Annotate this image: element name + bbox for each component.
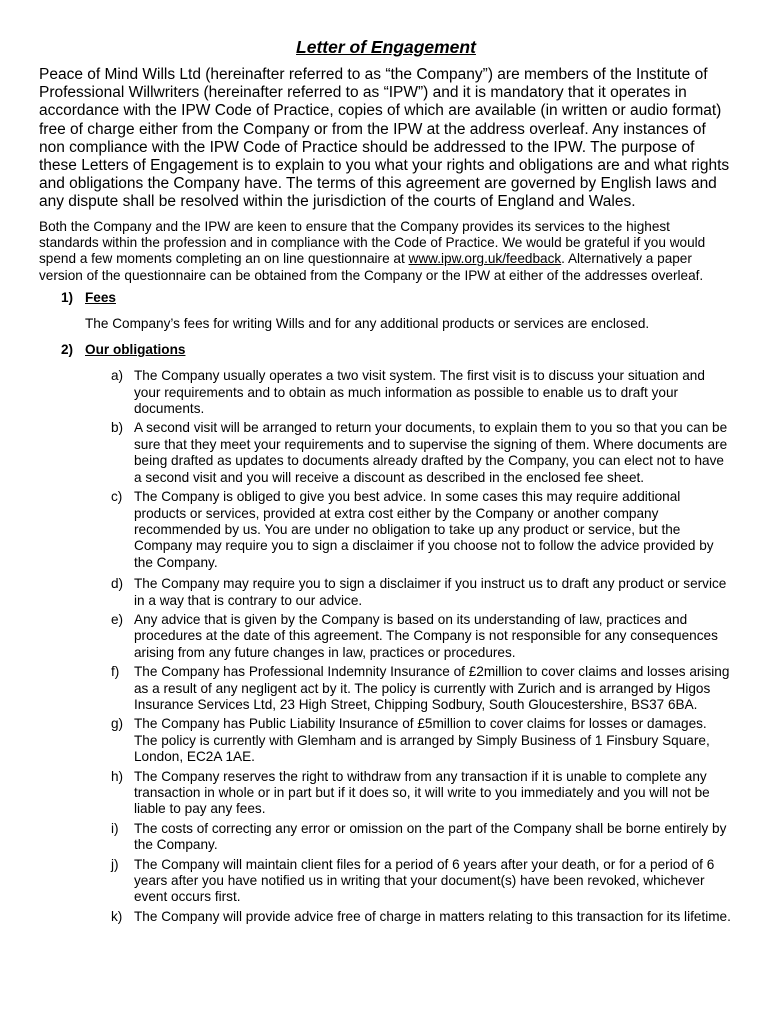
item-marker: c) (111, 489, 123, 505)
item-text: The Company will provide advice free of charge in matters relating to this transaction for its lifetime. (134, 908, 731, 924)
intro-paragraph: Peace of Mind Wills Ltd (hereinafter referred to as “the Company”) are members of the Institute of Professional Willwriters (hereinafter referred to as “IPW”) and it is mandatory that it operates in accordance with the IPW Code of Practice, copies of which are available (in written or audio format) free of charge either from the Company or from the IPW at the address overleaf. Any instances of non compliance with the IPW Code of Practice should be addressed to the IPW. The purpose of these Letters of Engagement is to explain to you what your rights and obligations are and what rights and obligations the Company have. The terms of this agreement are governed by English laws and any dispute shall be resolved within the jurisdiction of the courts of England and Wales. (39, 66, 730, 211)
item-text: The Company has Public Liability Insurance of £5million to cover claims for losses or damages. The policy is currently with Glemham and is arranged by Simply Business of 1 Finsbury Square, London, EC2A 1AE. (134, 716, 710, 765)
item-text: The Company reserves the right to withdraw from any transaction if it is unable to complete any transaction in whole or in part but if it does so, it will write to you immediately and you will not be liable to pay any fees. (134, 768, 710, 817)
item-text: The Company may require you to sign a disclaimer if you instruct us to draft any product or service in a way that is contrary to our advice. (134, 576, 727, 608)
item-marker: d) (111, 576, 124, 592)
item-marker: f) (111, 664, 120, 680)
obligation-item (39, 769, 733, 818)
item-marker: b) (111, 420, 124, 436)
obligation-item (39, 368, 733, 417)
item-marker: i) (111, 820, 119, 836)
section-number: 2) (61, 342, 74, 358)
item-marker: h) (111, 768, 124, 784)
item-text: The Company is obliged to give you best advice. In some cases this may require additional products or services, provided at extra cost either by the Company or another company recommended by us. You are under no obligation to take up any product or service, but the Company may require you to sign a disclaimer if you choose not to follow the advice provided by the Company. (134, 489, 714, 570)
item-text: The Company will maintain client files for a period of 6 years after your death, or for a period of 6 years after you have notified us in writing that your document(s) have been revoked, whichever event occurs first. (134, 856, 715, 905)
obligation-item (39, 821, 733, 854)
obligation-item (39, 909, 733, 925)
obligation-item (39, 716, 733, 765)
item-marker: a) (111, 368, 124, 384)
section-label: Our obligations (85, 342, 186, 358)
fees-text: The Company’s fees for writing Wills and for any additional products or services are enclosed. (85, 316, 650, 332)
item-marker: k) (111, 908, 123, 924)
item-marker: g) (111, 716, 124, 732)
item-marker: j) (111, 856, 119, 872)
feedback-link[interactable]: www.ipw.org.uk/feedback (408, 251, 562, 267)
feedback-text-before: Both the Company and the IPW are keen to ensure that the Company provides its services to the highest standards within the profession and in compliance with the Code of Practice. We would be grateful if you would spend a few moments completing an on line questionnaire at (39, 218, 706, 267)
section-fees-heading (39, 289, 733, 306)
page-title: Letter of Engagement (296, 37, 476, 57)
section-label: Fees (85, 290, 116, 306)
section-obligations-heading (39, 341, 733, 358)
feedback-paragraph (39, 219, 733, 285)
item-marker: e) (111, 611, 124, 627)
obligation-item (39, 612, 733, 661)
feedback-text-after: . Alternatively a paper version of the questionnaire can be obtained from the Company or the IPW at either of the addresses overleaf. (39, 251, 704, 283)
item-text: The Company usually operates a two visit system. The first visit is to discuss your situation and your requirements and to obtain as much information as possible to enable us to draft your documents. (134, 368, 705, 417)
obligation-item (39, 576, 733, 609)
item-text: Any advice that is given by the Company is based on its understanding of law, practices and procedures at the date of this agreement. The Company is not responsible for any consequences arising from any future changes in law, practices or procedures. (134, 611, 718, 660)
obligation-item (39, 420, 733, 486)
document-page (39, 36, 733, 928)
item-text: The Company has Professional Indemnity Insurance of £2million to cover claims and losses arising as a result of any negligent act by it. The policy is currently with Zurich and is arranged by Higos Insurance Services Ltd, 23 High Street, Chipping Sodbury, South Gloucestershire, BS37 6BA. (134, 664, 730, 712)
obligation-item (39, 489, 733, 571)
item-text: A second visit will be arranged to return your documents, to explain them to you so that you can be sure that they meet your requirements and to supervise the signing of them. Where documents are being drafted as updates to documents already drafted by the Company, you can elect not to have a second visit and you will receive a discount as described in the enclosed fee sheet. (134, 420, 728, 485)
section-number: 1) (61, 290, 74, 306)
item-text: The costs of correcting any error or omission on the part of the Company shall be borne entirely by the Company. (134, 820, 727, 853)
obligation-item (39, 857, 733, 906)
obligations-list (39, 368, 733, 925)
obligation-item (39, 664, 733, 713)
